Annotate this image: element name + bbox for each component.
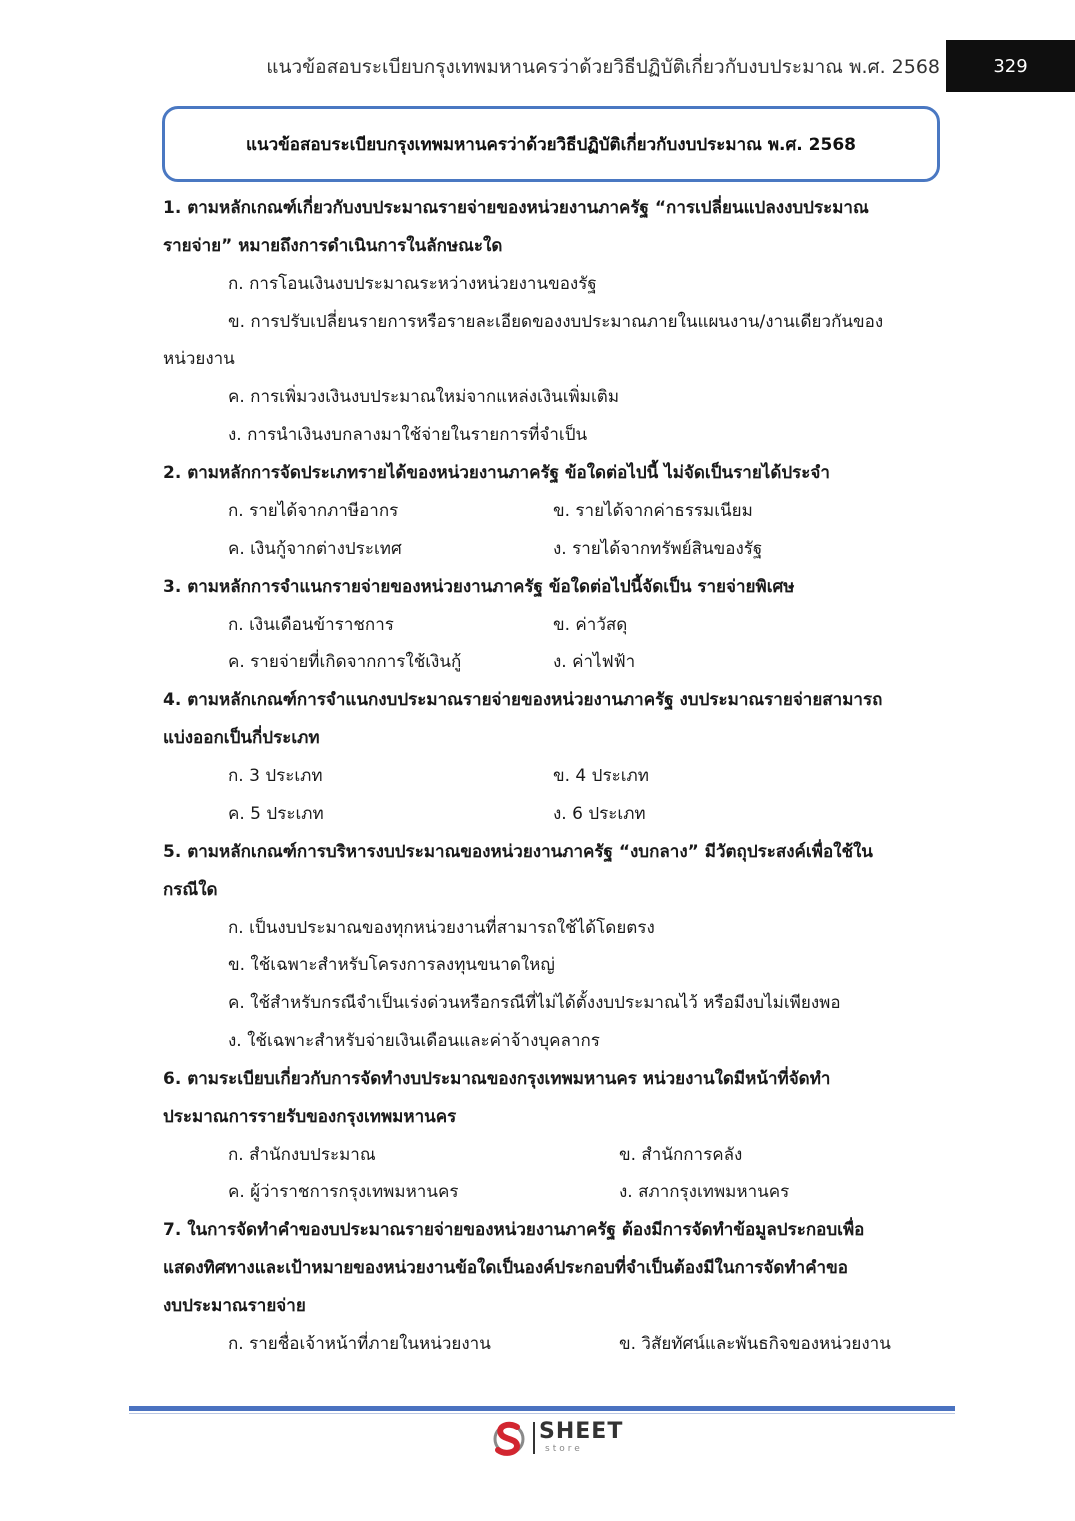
question-6-cont: ประมาณการรายรับของกรุงเทพมหานคร (163, 1107, 457, 1127)
question-7-cont-2: งบประมาณรายจ่าย (163, 1296, 306, 1316)
question-7: 7. ในการจัดทำคำของบประมาณรายจ่ายของหน่วยงานภาครัฐ ต้องมีการจัดทำข้อมูลประกอบเพื่อ (163, 1220, 865, 1240)
logo-brand-text: SHEET (539, 1419, 624, 1444)
sheet-store-logo (489, 1418, 629, 1460)
page-number: 329 (946, 40, 1075, 92)
q3-option-b: ข. ค่าวัสดุ (553, 615, 628, 635)
q1-option-d: ง. การนำเงินงบกลางมาใช้จ่ายในรายการที่จำเป็น (228, 425, 588, 445)
question-3: 3. ตามหลักการจำแนกรายจ่ายของหน่วยงานภาครัฐ ข้อใดต่อไปนี้จัดเป็น รายจ่ายพิเศษ (163, 577, 795, 597)
logo-brand-subtext: store (545, 1444, 583, 1454)
q1-option-b: ข. การปรับเปลี่ยนรายการหรือรายละเอียดของงบประมาณภายในแผนงาน/งานเดียวกันของ (228, 312, 884, 332)
sheet-store-s-icon (489, 1418, 529, 1458)
question-5-cont: กรณีใด (163, 880, 218, 900)
q5-option-a: ก. เป็นงบประมาณของทุกหน่วยงานที่สามารถใช้ได้โดยตรง (228, 918, 655, 938)
question-4: 4. ตามหลักเกณฑ์การจำแนกงบประมาณรายจ่ายของหน่วยงานภาครัฐ งบประมาณรายจ่ายสามารถ (163, 690, 883, 710)
question-4-cont: แบ่งออกเป็นกี่ประเภท (163, 728, 320, 748)
footer-divider-thin (129, 1413, 955, 1414)
q4-option-a: ก. 3 ประเภท (228, 766, 323, 786)
q7-option-b: ข. วิสัยทัศน์และพันธกิจของหน่วยงาน (619, 1334, 891, 1354)
logo-separator (533, 1422, 535, 1454)
q5-option-b: ข. ใช้เฉพาะสำหรับโครงการลงทุนขนาดใหญ่ (228, 955, 555, 975)
q4-option-d: ง. 6 ประเภท (553, 804, 646, 824)
q1-option-b-cont: หน่วยงาน (163, 349, 235, 369)
question-2: 2. ตามหลักการจัดประเภทรายได้ของหน่วยงานภาครัฐ ข้อใดต่อไปนี้ ไม่จัดเป็นรายได้ประจำ (163, 463, 830, 483)
q4-option-b: ข. 4 ประเภท (553, 766, 649, 786)
q6-option-b: ข. สำนักการคลัง (619, 1145, 743, 1165)
q2-option-d: ง. รายได้จากทรัพย์สินของรัฐ (553, 539, 763, 559)
q6-option-a: ก. สำนักงบประมาณ (228, 1145, 376, 1165)
title-text: แนวข้อสอบระเบียบกรุงเทพมหานครว่าด้วยวิธีปฏิบัติเกี่ยวกับงบประมาณ พ.ศ. 2568 (246, 134, 856, 155)
q1-option-c: ค. การเพิ่มวงเงินงบประมาณใหม่จากแหล่งเงินเพิ่มเติม (228, 387, 620, 407)
q6-option-d: ง. สภากรุงเทพมหานคร (619, 1182, 790, 1202)
q4-option-c: ค. 5 ประเภท (228, 804, 324, 824)
q5-option-d: ง. ใช้เฉพาะสำหรับจ่ายเงินเดือนและค่าจ้างบุคลากร (228, 1031, 600, 1051)
q3-option-d: ง. ค่าไฟฟ้า (553, 652, 636, 672)
q5-option-c: ค. ใช้สำหรับกรณีจำเป็นเร่งด่วนหรือกรณีที่ไม่ได้ตั้งงบประมาณไว้ หรือมีงบไม่เพียงพอ (228, 993, 841, 1013)
q2-option-b: ข. รายได้จากค่าธรรมเนียม (553, 501, 753, 521)
q2-option-c: ค. เงินกู้จากต่างประเทศ (228, 539, 402, 559)
q1-option-a: ก. การโอนเงินงบประมาณระหว่างหน่วยงานของรัฐ (228, 274, 597, 294)
question-6: 6. ตามระเบียบเกี่ยวกับการจัดทำงบประมาณของกรุงเทพมหานคร หน่วยงานใดมีหน้าที่จัดทำ (163, 1069, 831, 1089)
footer-divider (129, 1406, 955, 1411)
question-1: 1. ตามหลักเกณฑ์เกี่ยวกับงบประมาณรายจ่ายของหน่วยงานภาครัฐ “การเปลี่ยนแปลงงบประมาณ (163, 198, 869, 218)
q3-option-c: ค. รายจ่ายที่เกิดจากการใช้เงินกู้ (228, 652, 462, 672)
running-header: แนวข้อสอบระเบียบกรุงเทพมหานครว่าด้วยวิธีปฏิบัติเกี่ยวกับงบประมาณ พ.ศ. 2568 (266, 56, 940, 78)
question-7-cont-1: แสดงทิศทางและเป้าหมายของหน่วยงานข้อใดเป็นองค์ประกอบที่จำเป็นต้องมีในการจัดทำคำขอ (163, 1258, 848, 1278)
question-5: 5. ตามหลักเกณฑ์การบริหารงบประมาณของหน่วยงานภาครัฐ “งบกลาง” มีวัตถุประสงค์เพื่อใช้ใน (163, 842, 873, 862)
question-1-cont: รายจ่าย” หมายถึงการดำเนินการในลักษณะใด (163, 236, 503, 256)
q3-option-a: ก. เงินเดือนข้าราชการ (228, 615, 394, 635)
q2-option-a: ก. รายได้จากภาษีอากร (228, 501, 399, 521)
title-box (162, 106, 940, 182)
q6-option-c: ค. ผู้ว่าราชการกรุงเทพมหานคร (228, 1182, 459, 1202)
q7-option-a: ก. รายชื่อเจ้าหน้าที่ภายในหน่วยงาน (228, 1334, 491, 1354)
